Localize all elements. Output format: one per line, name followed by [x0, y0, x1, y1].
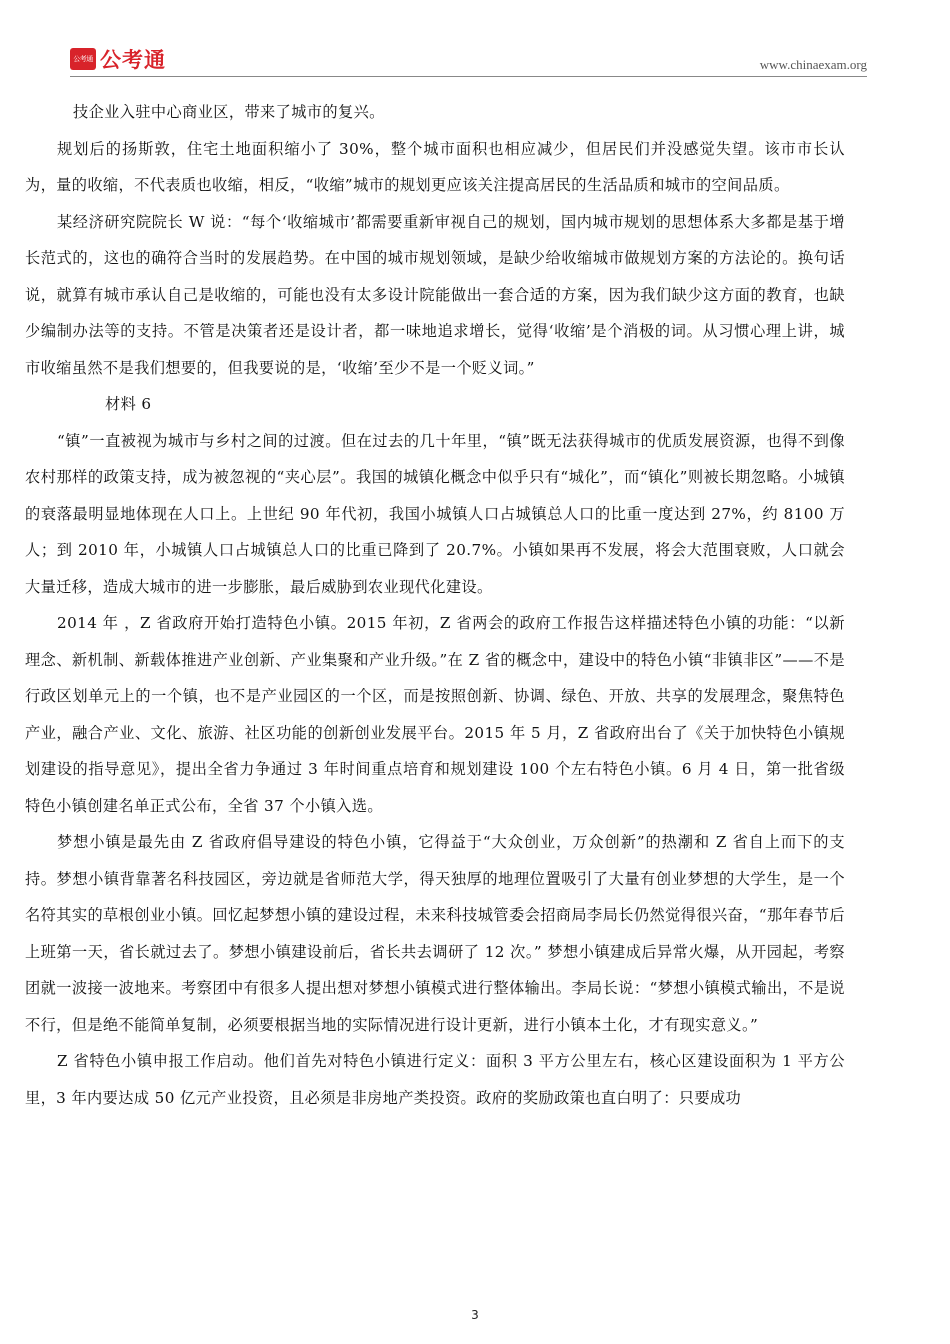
paragraph-4: “镇”一直被视为城市与乡村之间的过渡。但在过去的几十年里，“镇”既无法获得城市的优质发展资源，也得不到像农村那样的政策支持，成为被忽视的“夹心层”。我国的城镇化概念中似乎只有“城化”，而“镇化”则被长期忽略。小城镇的衰落最明显地体现在人口上。上世纪 90 年代初，我国小城镇人口占城镇总人口的比重一度达到 27%，约 8100 万人；到 2010 年，小城镇人口占城镇总人口的比重已降到了 20.7%。小镇如果再不发展，将会大范围衰败，人口就会大量迁移，造成大城市的进一步膨胀，最后威胁到农业现代化建设。 [25, 431, 845, 596]
paragraph-5: 2014 年 ，Z 省政府开始打造特色小镇。2015 年初，Z 省两会的政府工作报告这样描述特色小镇的功能：“以新理念、新机制、新载体推进产业创新、产业集聚和产业升级。”在 Z 省的概念中，建设中的特色小镇“非镇非区”——不是行政区划单元上的一个镇，也不是产业园区的一个区，而是按照创新、协调、绿色、开放、共享的发展理念，聚焦特色产业，融合产业、文化、旅游、社区功能的创新创业发展平台。2015 年 5 月，Z 省政府出台了《关于加快特色小镇规划建设的指导意见》，提出全省力争通过 3 年时间重点培育和规划建设 100 个左右特色小镇。6 月 4 日，第一批省级特色小镇创建名单正式公布，全省 37 个小镇入选。 [25, 614, 845, 815]
site-url[interactable]: www.chinaexam.org [759, 57, 867, 72]
section-heading: 材料 6 [105, 395, 152, 413]
logo-text: 公考通 [100, 48, 166, 72]
page-header [0, 0, 950, 80]
paragraph-6: 梦想小镇是最先由 Z 省政府倡导建设的特色小镇，它得益于“大众创业，万众创新”的热潮和 Z 省自上而下的支持。梦想小镇背靠著名科技园区，旁边就是省师范大学，得天独厚的地理位置吸引了大量有创业梦想的大学生，是一个名符其实的草根创业小镇。回忆起梦想小镇的建设过程，未来科技城管委会招商局李局长仍然觉得很兴奋，“那年春节后上班第一天，省长就过去了。梦想小镇建设前后，省长共去调研了 12 次。” 梦想小镇建成后异常火爆，从开园起，考察团就一波接一波地来。考察团中有很多人提出想对梦想小镇模式进行整体输出。李局长说：“梦想小镇模式输出，不是说不行，但是绝不能简单复制，必须要根据当地的实际情况进行设计更新，进行小镇本土化，才有现实意义。” [25, 833, 845, 1034]
paragraph-7: Z 省特色小镇申报工作启动。他们首先对特色小镇进行定义：面积 3 平方公里左右，核心区建设面积为 1 平方公里，3 年内要达成 50 亿元产业投资，且必须是非房地产类投资。政府的奖励政策也直白明了：只要成功 [25, 1052, 845, 1107]
paragraph-1: 技企业入驻中心商业区，带来了城市的复兴。 [73, 103, 385, 121]
logo[interactable] [70, 46, 166, 72]
document-body [25, 94, 845, 1116]
paragraph-3: 某经济研究院院长 W 说：“每个‘收缩城市’都需要重新审视自己的规划，国内城市规划的思想体系大多都是基于增长范式的，这也的确符合当时的发展趋势。在中国的城市规划领域，是缺少给收缩城市做规划方案的方法论的。换句话说，就算有城市承认自己是收缩的，可能也没有太多设计院能做出一套合适的方案，因为我们缺少这方面的教育，也缺少编制办法等的支持。不管是决策者还是设计者，都一味地追求增长，觉得‘收缩’是个消极的词。从习惯心理上讲，城市收缩虽然不是我们想要的，但我要说的是，‘收缩’至少不是一个贬义词。” [25, 212, 845, 377]
logo-badge-icon: 公考通 [70, 48, 96, 70]
page-number: 3 [471, 1308, 479, 1322]
paragraph-2: 规划后的扬斯敦，住宅土地面积缩小了 30%，整个城市面积也相应减少，但居民们并没感觉失望。该市市长认为，量的收缩，不代表质也收缩，相反，“收缩”城市的规划更应该关注提高居民的生活品质和城市的空间品质。 [25, 139, 845, 194]
header-divider [70, 76, 867, 77]
